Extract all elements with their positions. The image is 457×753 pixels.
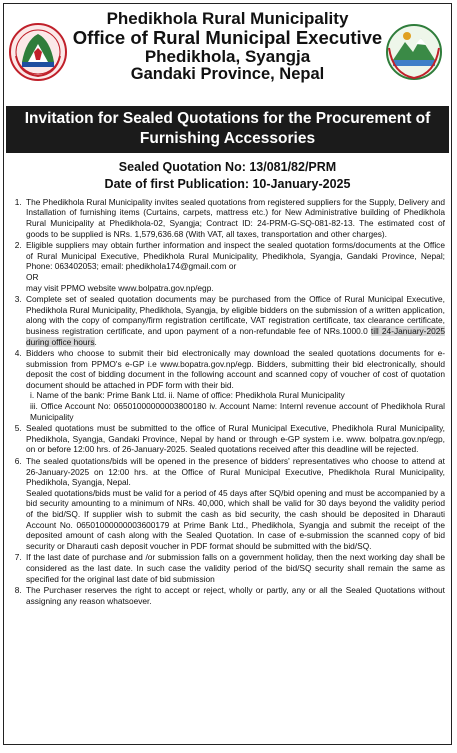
clause-4-account-details: iii. Office Account No: 06501000000003800180 iv. Account Name: Internl revenue account of Phedikhola Rural Municipality <box>30 401 445 422</box>
clause-4-text: 4. Bidders who choose to submit their bid electronically may download the sealed quotations documents for e-submission from PPMO's e-GP i.e www.bopatra.gov.np/egp. Bidders, submitting their bid electronically, should deposit the cost of bidding document in the following account and scanned copy of voucher of cost of quotation document should be attached in PDF form with their bid. <box>26 348 445 390</box>
clause-3 <box>24 294 445 347</box>
notice-header <box>4 4 451 106</box>
province-line: Gandaki Province, Nepal <box>130 64 325 83</box>
clause-2-or: OR <box>26 271 39 282</box>
publication-date: Date of first Publication: 10-January-2025 <box>104 176 351 191</box>
clause-4 <box>24 348 445 422</box>
notice-title-banner <box>6 106 449 153</box>
clause-7-text: 7. If the last date of purchase and /or submission falls on a government holiday, then the next working day shall be considered as the last date. In such case the validity period of the bid/SQ security shall remain the same as specified for the original last date of bid submission <box>26 552 445 584</box>
clause-5 <box>24 423 445 455</box>
quotation-reference-block <box>4 159 451 192</box>
clause-3-deadline-highlight: till 24-January-2025 during office hours <box>26 325 446 347</box>
clause-1 <box>24 197 445 239</box>
clause-8 <box>24 585 445 606</box>
notice-title: Invitation for Sealed Quotations for the Procurement of Furnishing Accessories <box>24 110 431 148</box>
clause-2-website: may visit PPMO website www.bolpatra.gov.np/egp. <box>26 282 214 293</box>
notice-page <box>3 3 452 745</box>
nepal-emblem-icon <box>8 22 68 82</box>
municipality-name: Phedikhola Rural Municipality <box>106 9 349 28</box>
clause-6 <box>24 456 445 551</box>
clause-7 <box>24 552 445 584</box>
clause-2-text: 2. Eligible suppliers may obtain further information and inspect the sealed quotation forms/documents at the Office of Rural Municipal Executive, Phedikhola Rural Municipality, Phedikhola, Syangja, Gandaki Province, Nepal; Phone: 063402053; email: phedikhola174@gmail.com or <box>26 240 445 272</box>
clause-6-opening: 6. The sealed quotations/bids will be opened in the presence of bidders' representatives who choose to attend at 26-January-2025 on 12:00 hrs. at the Office of Rural Municipal Executive, Phedikhola Rural Municipality, Phedikhola, Syangja, Nepal. <box>26 456 445 488</box>
notice-body <box>4 192 451 607</box>
municipality-seal-icon <box>385 22 443 82</box>
clause-4-bank-details: i. Name of the bank: Prime Bank Ltd. ii. Name of office: Phedikhola Rural Municipality <box>30 390 345 401</box>
clause-8-text: 8. The Purchaser reserves the right to accept or reject, wholly or partly, any or all the Sealed Quotations without assigning any reason whatsoever. <box>26 585 445 606</box>
clause-5-text: 5. Sealed quotations must be submitted to the office of Rural Municipal Executive, Phedikhola Rural Municipality, Phedikhola, Syangja, Gandaki Province, Nepal by hand or through e-GP system i.e. www. bolpatra.gov.np/egp, on or before 12:00 hrs. of 26-January-2025. Sealed quotations received after this deadline will be rejected. <box>26 423 445 455</box>
clause-list <box>10 197 445 607</box>
office-name: Office of Rural Municipal Executive <box>72 27 383 49</box>
office-location: Phedikhola, Syangja <box>144 46 311 66</box>
quotation-number: Sealed Quotation No: 13/081/82/PRM <box>118 160 337 175</box>
clause-1-text: 1. The Phedikhola Rural Municipality invites sealed quotations from registered suppliers for the Supply, Delivery and Installation of furnishing items (Curtains, carpets, mattress etc.) for New Administrative building of Phedikhola Rural Municipality at Phedikhola-02, Syangja; Contract ID: 24-PRM-G-SQ-081-82-13. The estimated cost of goods to be supplied is NRs. 1,579,636.68 (With VAT, all taxes, transportation and other charges). <box>26 196 445 239</box>
clause-2 <box>24 240 445 293</box>
clause-3-end: . <box>94 336 97 347</box>
clause-3-text: Complete set of sealed quotation documents may be purchased from the Office of Rural Municipal Executive, Phedikhola Rural Municipality, Phedikhola, Syangja, by eligible bidders on the submission of a written application, along with the copy of company/firm registration certificate, VAT registration certificate, tax clearance certificate, business registration certificate, and upon payment of a non-refundable fee of NRs.1000.0 <box>26 294 445 336</box>
clause-6-validity: Sealed quotations/bids must be valid for a period of 45 days after SQ/bid opening and must be accompanied by a bid security amounting to a minimum of NRs. 40,000, which shall be valid for 30 days beyond the validity period of the bid/SQ. If supplier wish to submit the cash as bid security, the cash should be deposited in Dharauti Account No. 06501000000003600179 at Prime Bank Ltd., Phedikhola, Syangja and submit the receipt of the deposited amount of cash along with the Sealed Quotation. In case of e-submission the scanned copy of bid security or Dharauti cash deposit voucher in PDF format should be submitted with the bid/SQ. <box>26 487 445 551</box>
